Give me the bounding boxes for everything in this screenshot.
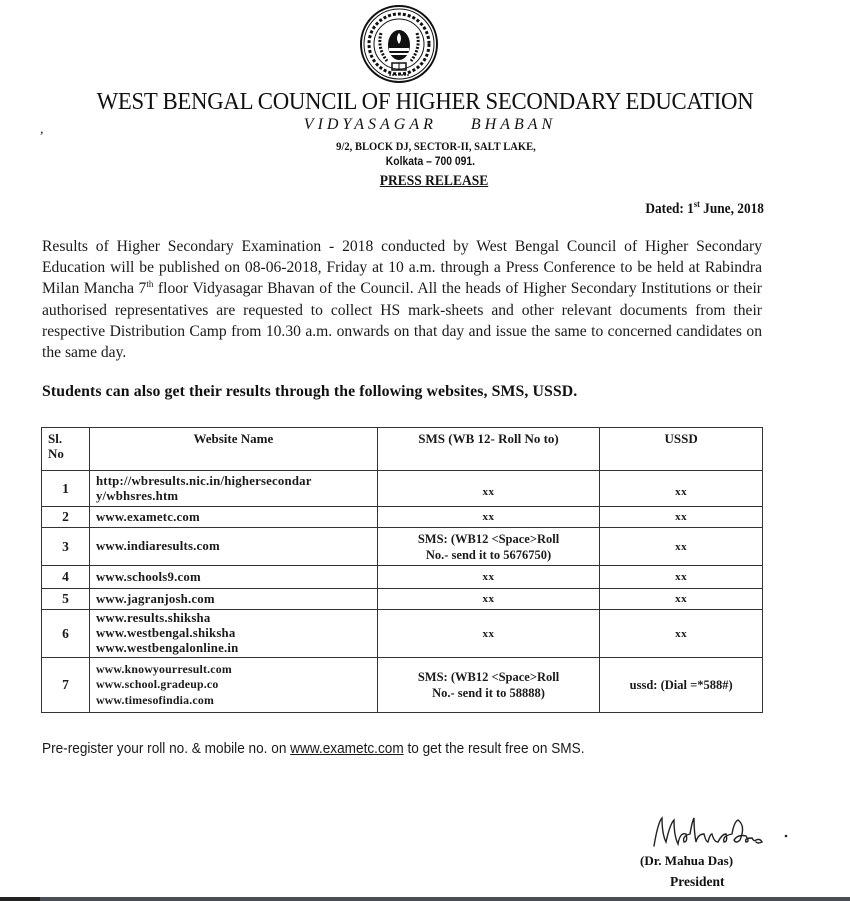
row-website [89,589,377,610]
row-sms [377,528,600,566]
table-row [42,566,763,589]
row-sl: 6 [42,610,90,658]
row-ussd: xx [600,566,763,589]
organization-title: WEST BENGAL COUNCIL OF HIGHER SECONDARY EDUCATION [96,88,754,115]
date-rest: June, 2018 [699,200,764,217]
row-ussd: xx [600,610,763,658]
row-sms: xx [377,566,600,589]
sms-line: No.- send it to 5676750) [425,547,552,562]
row-sms: xx [377,589,600,610]
row-sl: 2 [42,507,90,528]
row-website [89,658,377,713]
date-label: Dated: 1 [645,200,694,217]
paragraph-part-2: floor Vidyasagar Bhavan of the Council. All the heads of Higher Secondary Institutions or their authorised representatives are requested to collect HS mark-sheets and other relevant documents from their respective Distribution Camp from 10.30 a.m. onwards on that day and issue the same to concerned candidates on the same day. [42,280,762,362]
website-link[interactable]: www.exametc.com [95,509,200,524]
results-table [41,427,763,713]
floor-suffix: th [146,279,154,290]
website-link[interactable]: http://wbresults.nic.in/highersecondar [95,473,312,488]
row-website [89,566,377,589]
website-link[interactable]: www.schools9.com [95,569,201,584]
header-sl-no [42,428,90,471]
row-website [89,471,377,507]
table-row [42,658,763,713]
pre-register-note [42,741,585,757]
row-ussd: xx [600,471,763,507]
row-website [89,507,377,528]
header-ussd: USSD [600,428,763,471]
row-ussd: xx [600,528,763,566]
address-line-1: 9/2, BLOCK DJ, SECTOR-II, SALT LAKE, [336,139,536,153]
row-sms: xx [377,507,600,528]
row-sms: xx [377,610,600,658]
row-ussd: xx [600,589,763,610]
website-link[interactable]: www.indiaresults.com [95,539,220,553]
row-sms: xx [377,471,600,507]
press-release-heading: PRESS RELEASE [379,173,489,189]
stray-mark: , [40,122,44,137]
table-row [42,507,763,528]
table-row [42,528,763,566]
council-emblem-icon [359,3,439,85]
row-sl: 1 [42,471,90,507]
website-link[interactable]: www.knowyourresult.com [95,661,232,676]
note-text-start: Pre-register your roll no. & mobile no. on [42,741,291,757]
table-row [42,589,763,610]
row-sl: 7 [42,658,90,713]
announcement-paragraph [42,236,762,363]
row-ussd: ussd: (Dial =*588#) [600,658,763,713]
building-name: VIDYASAGAR BHABAN [303,116,557,133]
signatory-title: President [670,874,725,889]
date-suffix: st [693,199,700,209]
header-website: Website Name [89,428,377,471]
header-sl-text: Sl. [48,431,63,446]
header-no-text: No [48,446,64,461]
table-header-row [42,428,763,471]
signature-icon [650,812,800,852]
row-sms [377,658,600,713]
website-link[interactable]: www.westbengalonline.in [95,641,239,655]
website-link[interactable]: www.results.shiksha [95,611,211,625]
note-text-end: to get the result free on SMS. [403,741,585,757]
sms-line: No.- send it to 58888) [432,686,545,700]
header-sms: SMS (WB 12- Roll No to) [377,428,600,471]
exametc-link[interactable]: www.exametc.com [290,741,404,757]
website-link[interactable]: www.timesofindia.com [95,692,214,707]
address-line-2: Kolkata – 700 091. [385,156,475,168]
row-sl: 4 [42,566,90,589]
website-link[interactable]: www.westbengal.shiksha [95,626,236,640]
row-website [89,528,377,566]
row-ussd: xx [600,507,763,528]
website-link[interactable]: www.school.gradeup.co [95,677,219,692]
bottom-border-accent [0,897,40,901]
bottom-border [0,897,850,901]
row-website [89,610,377,658]
signatory-name: (Dr. Mahua Das) [640,853,734,868]
row-sl: 5 [42,589,90,610]
table-row [42,610,763,658]
sms-line: SMS: (WB12 <Space>Roll [417,670,560,684]
result-channels-line: Students can also get their results through the following websites, SMS, USSD. [42,383,578,400]
paragraph-part-1: Results of Higher Secondary Examination - 2018 conducted by West Bengal Council of Higher Secondary Education will be published on 08-06-2018, Friday at 10 a.m. through a Press Conference to be held at Rabindra Milan Mancha 7 [42,238,762,298]
website-link[interactable]: y/wbhsres.htm [95,488,179,503]
sms-line: SMS: (WB12 <Space>Roll [417,531,560,546]
date-line [645,199,764,218]
table-row [42,471,763,507]
website-link[interactable]: www.jagranjosh.com [95,591,215,606]
row-sl: 3 [42,528,90,566]
